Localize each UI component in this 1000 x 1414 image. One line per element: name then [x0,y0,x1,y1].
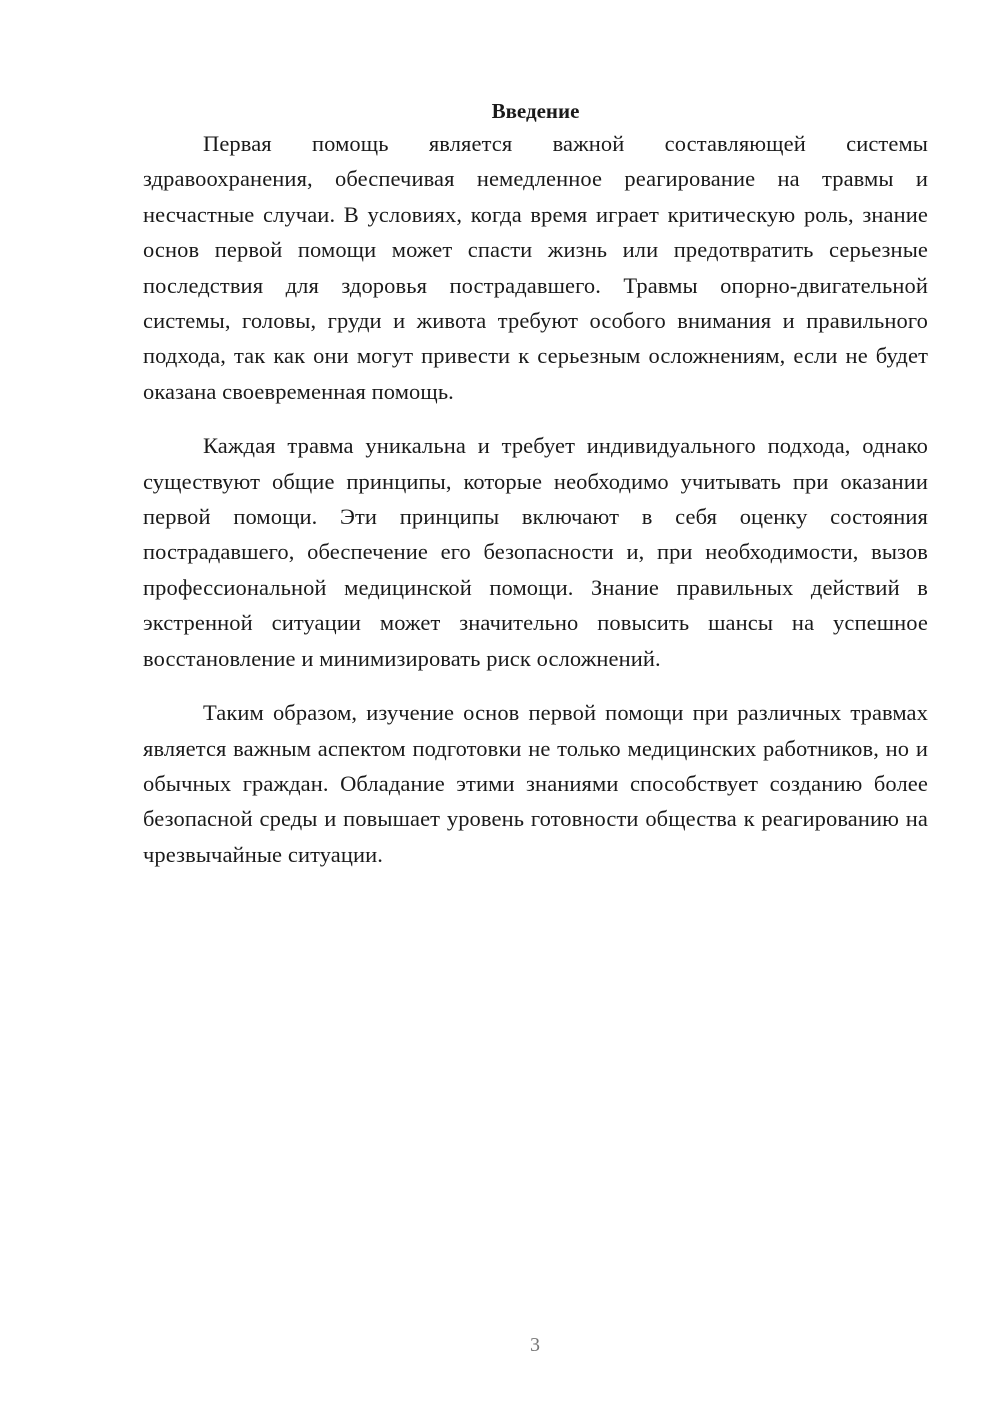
paragraph-2: Каждая травма уникальна и требует индивидуального подхода, однако существуют общие принципы, которые необходимо учитывать при оказании первой помощи. Эти принципы включают в себя оценку состояния пострадавшего, обеспечение его безопасности и, при необходимости, вызов профессиональной медицинской помощи. Знание правильных действий в экстренной ситуации может значительно повысить шансы на успешное восстановление и минимизировать риск осложнений. [143,433,928,671]
paragraph-3: Таким образом, изучение основ первой помощи при различных травмах является важным аспектом подготовки не только медицинских работников, но и обычных граждан. Обладание этими знаниями способствует созданию более безопасной среды и повышает уровень готовности общества к реагированию на чрезвычайные ситуации. [143,700,928,867]
page-number: 3 [530,1334,540,1356]
page-content [143,96,928,891]
paragraph-1: Первая помощь является важной составляющей системы здравоохранения, обеспечивая немедленное реагирование на травмы и несчастные случаи. В условиях, когда время играет критическую роль, знание основ первой помощи может спасти жизнь или предотвратить серьезные последствия для здоровья пострадавшего. Травмы опорно-двигательной системы, головы, груди и живота требуют особого внимания и правильного подхода, так как они могут привести к серьезным осложнениям, если не будет оказана своевременная помощь. [143,131,928,404]
section-heading: Введение [491,99,580,123]
